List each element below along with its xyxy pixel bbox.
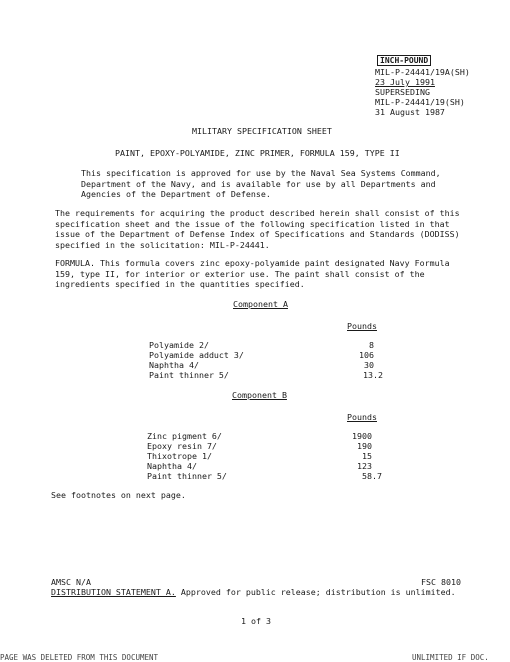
- ingredient-name: Thixotrope 1/: [147, 451, 212, 461]
- cutoff-text-left: PAGE WAS DELETED FROM THIS DOCUMENT: [0, 653, 159, 662]
- ingredient-name: Naphtha 4/: [149, 360, 199, 370]
- requirements-line: issue of the Department of Defense Index of Specifications and Standards (DODISS): [55, 229, 460, 239]
- doc-number: MIL-P-24441/19A(SH): [375, 67, 470, 77]
- formula-line: ingredients specified in the quantities specified.: [55, 279, 305, 289]
- ingredient-name: Zinc pigment 6/: [147, 431, 222, 441]
- component-a-heading: Component A: [233, 299, 288, 309]
- inch-pound-badge: INCH-POUND: [377, 55, 431, 66]
- ingredient-value: 106: [359, 350, 374, 360]
- page-number: 1 of 3: [241, 616, 271, 626]
- approval-line: This specification is approved for use by the Naval Sea Systems Command,: [81, 168, 441, 178]
- component-b-heading: Component B: [232, 390, 287, 400]
- superseded-number: MIL-P-24441/19(SH): [375, 97, 465, 107]
- requirements-line: The requirements for acquiring the product described herein shall consist of this: [55, 208, 460, 218]
- cutoff-text-right: UNLIMITED IF DOC.: [412, 653, 489, 662]
- distribution-label: DISTRIBUTION STATEMENT A.: [51, 587, 176, 597]
- distribution-text: Approved for public release; distribution is unlimited.: [180, 587, 456, 597]
- footnote-reference: See footnotes on next page.: [51, 490, 186, 500]
- distribution-statement: [51, 587, 456, 598]
- superseding-label: SUPERSEDING: [375, 87, 430, 97]
- component-b-unit: Pounds: [347, 412, 377, 422]
- requirements-line: specified in the solicitation: MIL-P-24441.: [55, 239, 270, 250]
- ingredient-value: 8: [369, 340, 374, 350]
- approval-paragraph: [81, 168, 441, 200]
- requirements-line: specification sheet and the issue of the following specification listed in that: [55, 218, 450, 229]
- ingredient-name: Naphtha 4/: [147, 461, 197, 471]
- component-a-unit: Pounds: [347, 321, 377, 331]
- formula-line: FORMULA. This formula covers zinc epoxy-polyamide paint designated Navy Formula: [55, 258, 450, 268]
- ingredient-value: 123: [357, 461, 372, 471]
- doc-date: 23 July 1991: [375, 77, 435, 87]
- ingredient-name: Paint thinner 5/: [149, 370, 229, 380]
- superseded-date: 31 August 1987: [375, 107, 445, 117]
- page-title: MILITARY SPECIFICATION SHEET: [192, 126, 332, 136]
- approval-line: Department of the Navy, and is available for use by all Departments and: [81, 178, 436, 189]
- page-subtitle: PAINT, EPOXY-POLYAMIDE, ZINC PRIMER, FORMULA 159, TYPE II: [115, 148, 400, 158]
- ingredient-value: 13.2: [363, 370, 383, 380]
- approval-line: Agencies of the Department of Defense.: [81, 189, 271, 199]
- ingredient-value: 15: [362, 451, 372, 461]
- ingredient-name: Paint thinner 5/: [147, 471, 227, 481]
- formula-line: 159, type II, for interior or exterior use. The paint shall consist of the: [55, 268, 425, 279]
- ingredient-name: Epoxy resin 7/: [147, 441, 217, 451]
- amsc-label: AMSC N/A: [51, 577, 91, 587]
- ingredient-name: Polyamide 2/: [149, 340, 209, 350]
- ingredient-value: 190: [357, 441, 372, 451]
- ingredient-value: 30: [364, 360, 374, 370]
- formula-paragraph: [55, 258, 450, 290]
- requirements-paragraph: [55, 208, 460, 250]
- ingredient-value: 1900: [352, 431, 372, 441]
- fsc-label: FSC 8010: [421, 577, 461, 587]
- ingredient-value: 58.7: [362, 471, 382, 481]
- ingredient-name: Polyamide adduct 3/: [149, 350, 244, 360]
